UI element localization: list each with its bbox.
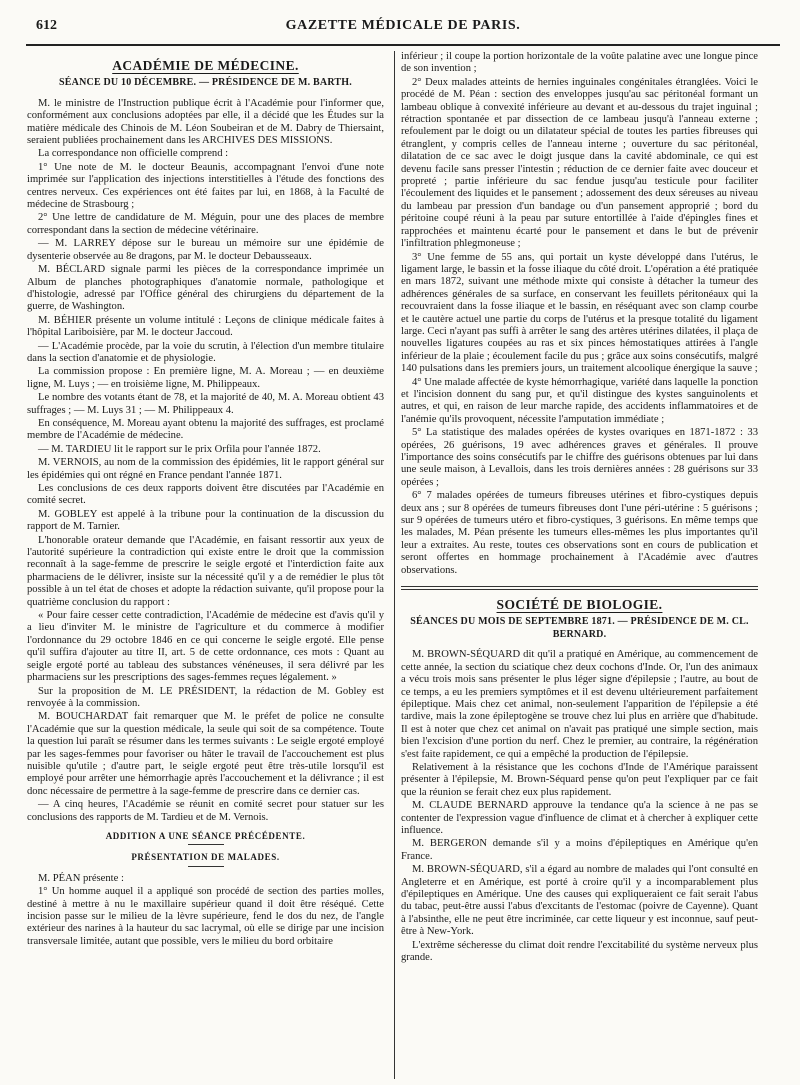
paragraph: inférieur ; il coupe la portion horizontale de la voûte palatine avec une longue pince de son invention ;: [401, 51, 758, 75]
left-column: [27, 51, 384, 1079]
paragraph: — A cinq heures, l'Académie se réunit en comité secret pour statuer sur les conclusions des rapports de M. Tardieu et de M. Vernois.: [27, 799, 384, 823]
paragraph: « Pour faire cesser cette contradiction, l'Académie de médecine est d'avis qu'il y a lieu d'inviter M. le ministre de l'agriculture et du commerce à modifier l'ordonnance du 29 octobre 1846 en ce qui concerne le seigle ergoté. Elle pense qu'il suffira d'ajouter au titre II, art. 5 de cette ordonnance, ces mots : Quant au seigle ergoté porté au tableau des substances vénéneuses, il sera délivré par les pharmaciens sur les prescriptions des sages-femmes reçues légalement. »: [27, 610, 384, 684]
section-separator: [401, 586, 758, 590]
short-rule: [188, 844, 224, 845]
paragraph: M. BÉCLARD signale parmi les pièces de la correspondance imprimée un Album de planches photographiques d'anatomie normale, pathologique et d'histologie, adressé par l'Office général des chirurgiens du département de la guerre, de Washington.: [27, 264, 384, 313]
paragraph: Relativement à la résistance que les cochons d'Inde de l'Amérique paraissent présenter à l'épilepsie, M. Brown-Séquard pense qu'on peut l'expliquer par ce fait que la réunion se ferait chez eux plus rapidement.: [401, 761, 758, 798]
paragraph: M. BÉHIER présente un volume intitulé : Leçons de clinique médicale faites à l'hôpital Lariboisière, par M. le docteur Jaccoud.: [27, 314, 384, 339]
page-header: [26, 8, 780, 40]
paragraph: M. PÉAN présente :: [38, 872, 124, 884]
page-number: 612: [36, 18, 57, 33]
short-rule: [188, 866, 224, 867]
section-title-academie: ACADÉMIE DE MÉDECINE.: [112, 58, 299, 73]
session-heading: SÉANCES DU MOIS DE SEPTEMBRE 1871. — PRÉSIDENCE DE M. CL. BERNARD.: [410, 616, 749, 640]
paragraph: M. BERGERON demande s'il y a moins d'épileptiques en Amérique qu'en France.: [401, 838, 758, 862]
paragraph: 3° Une femme de 55 ans, qui portait un kyste développé dans l'utérus, le ligament large, le bassin et la fosse iliaque du côté droit. L'opération a été pratiquée en mars 1872, suivant une méthode mixte qui consiste à détacher la tumeur des adhérences générales de sa surface, en conservant les feuillets péritonéaux qui la recouvraient dans la fosse iliaque et le bassin, en réséquant avec son clamp courbe et le cautère actuel une partie du corps de l'utérus et la presque totalité du ligament large. Ceci n'ayant pas suffi à arrêter le sang des artères utérines dilatées, il plaça de nouvelles ligatures coupées au ras et six pinces hémostatiques attirées à l'angle inférieur de la plaie ; écoulement facile du pus ; grâce aux soins consécutifs, malgré 140 pulsations dans les premiers jours, un traitement alcoolique énergique la sauve ;: [401, 251, 758, 375]
session-heading: SÉANCE DU 10 DÉCEMBRE. — PRÉSIDENCE DE M. BARTH.: [59, 77, 352, 89]
right-column: [401, 51, 758, 1079]
presentation-heading: PRÉSENTATION DE MALADES.: [131, 852, 280, 863]
paragraph: En conséquence, M. Moreau ayant obtenu la majorité des suffrages, est proclamé membre de l'Académie de médecine.: [27, 417, 384, 442]
header-rule: [26, 44, 780, 46]
paragraph: La commission propose : En première ligne, M. A. Moreau ; — en deuxième ligne, M. Luys ; — en troisième ligne, M. Philippeaux.: [27, 366, 384, 390]
paragraph: 1° Une note de M. le docteur Beaunis, accompagnant l'envoi d'une note imprimée sur l'application des injections interstitielles à l'étude des fonctions des centres nerveux. Ces expériences ont été faites par lui, en 1868, à la Faculté de médecine de Strasbourg ;: [27, 161, 384, 211]
addition-heading: ADDITION A UNE SÉANCE PRÉCÉDENTE.: [105, 830, 306, 841]
paragraph: — L'Académie procède, par la voie du scrutin, à l'élection d'un membre titulaire dans la section d'anatomie et de physiologie.: [27, 340, 384, 364]
paragraph: M. le ministre de l'Instruction publique écrit à l'Académie pour l'informer que, conformément aux conclusions adoptées par elle, il a décidé que les Études sur la matière médicale des Chinois de M. Léon Soubeiran et de M. Dabry de Thiersaint, seraient publiées prochainement dans les ARCHIVES DES MISSIONS.: [27, 97, 384, 147]
paragraph: M. BROWN-SÉQUARD, s'il a égard au nombre de malades qui l'ont consulté en Angleterre et en Amérique, est porté à croire qu'il y a incomparablement plus d'épileptiques en Amérique. Une des causes qui expliqueraient ce fait serait l'abus du tabac, peut-être aussi l'abus d'excitants de l'estomac (poivre de Cayenne). Quant à l'absinthe, elle ne peut être incriminée, car cette liqueur y est inconnue, sauf peut-être à New-York.: [401, 864, 758, 938]
paragraph: 1° Un homme auquel il a appliqué son procédé de section des parties molles, destiné à mettre à nu le maxillaire supérieur quand il doit être réséqué. Cette incision passe sur le milieu de la lèvre supérieure, fend le dos du nez, de l'angle extérieur des narines à la hauteur du sac lacrymal, où elle se dirige par une incision transversale limitée, autant que possible, vers le milieu du bord orbitaire: [27, 886, 384, 947]
paragraph: M. GOBLEY est appelé à la tribune pour la continuation de la discussion du rapport de M. Tarnier.: [27, 508, 384, 533]
paragraph: M. VERNOIS, au nom de la commission des épidémies, lit le rapport général sur les épidémies qui ont régné en France pendant l'année 1871.: [27, 457, 384, 481]
paragraph: — M. LARREY dépose sur le bureau un mémoire sur une épidémie de dysenterie observée au 8e dragons, par M. le docteur Debausseaux.: [27, 238, 384, 262]
section-title-biologie: SOCIÉTÉ DE BIOLOGIE.: [496, 597, 663, 613]
paragraph: L'extrême sécheresse du climat doit rendre l'excitabilité du système nerveux plus grande.: [401, 939, 758, 964]
paragraph: Les conclusions de ces deux rapports doivent être discutées par l'Académie en comité secret.: [27, 483, 384, 507]
journal-title: GAZETTE MÉDICALE DE PARIS.: [285, 18, 521, 33]
paragraph: 2° Une lettre de candidature de M. Méguin, pour une des places de membre correspondant dans la section de médecine vétérinaire.: [27, 212, 384, 236]
paragraph: Le nombre des votants étant de 78, et la majorité de 40, M. A. Moreau obtient 43 suffrages ; — M. Luys 31 ; — M. Philippeaux 4.: [27, 392, 384, 416]
paragraph: 6° 7 malades opérées de tumeurs fibreuses utérines et fibro-cystiques depuis deux ans ; sur 8 opérées de tumeurs fibreuses dont l'une péri-utérine : 5 guérisons ; sur 9 opérées de tumeurs utéro et fibro-cystiques, 3 guérisons. En même temps que les malades, M. Péan présente les tumeurs elles-mêmes les plus importantes qu'il leur a extraites. Au reste, toutes ces observations sont en cours de publication et seront offertes en hommage prochainement à l'Académie avec d'autres observations.: [401, 490, 758, 576]
paragraph: M. CLAUDE BERNARD approuve la tendance qu'a la science à ne pas se contenter de l'expression vague d'influence de climat et à chercher à expliquer cette influence.: [401, 800, 758, 836]
paragraph: — M. TARDIEU lit le rapport sur le prix Orfila pour l'année 1872.: [38, 443, 321, 455]
column-divider: [394, 51, 395, 1079]
paragraph: M. BOUCHARDAT fait remarquer que M. le préfet de police ne consulte l'Académie que sur la question médicale, la seule qui soit de sa compétence. Toute la question lui paraît se résumer dans les termes suivants : Le seigle ergoté employé par les sages-femmes pour favoriser ou hâter le travail de l'accouchement est plus nuisible qu'utile ; d'autre part, le seigle ergoté peut être très-utile lorsqu'il est employé pour arrêter une hémorrhagie après l'accouchement et la délivrance ; il est donc nécessaire de permettre à la sage-femme de prescrire dans ce dernier cas.: [27, 711, 384, 797]
paragraph: Sur la proposition de M. LE PRÉSIDENT, la rédaction de M. Gobley est renvoyée à la commission.: [27, 685, 384, 709]
paragraph: L'honorable orateur demande que l'Académie, en faisant ressortir aux yeux de l'autorité supérieure la contradiction qui existe entre le droit que la commission reconnaît à la sage-femme de prescrire le seigle ergoté et l'interdiction faite aux pharmaciens de le délivrer, insiste sur la nécessité qu'il y a de remédier le plus tôt possible à un tel état de choses et adopte la rédaction suivante, qu'il propose pour la quatrième conclusion du rapport :: [27, 534, 384, 608]
paragraph: M. BROWN-SÉQUARD dit qu'il a pratiqué en Amérique, au commencement de cette année, la section du sciatique chez deux cochons d'Inde. Or, l'un des animaux a vécu trois mois sans présenter le plus léger signe d'épilepsie ; l'autre, au bout de ce temps, a eu les premiers symptômes et il est devenu ultérieurement parfaitement épileptique. Mais chez cet animal, non-seulement l'apparition de l'épilepsie a été tardive, mais la zone épileptogène se trouve chez lui plus en arrière que d'habitude. Il est à noter que chez cet animal on n'avait pas pratiqué une simple section, mais bien l'excision d'une portion du nerf. Chez le premier, au contraire, la régénération s'est faite rapidement, ce qui a empêché la production de l'épilepsie.: [401, 649, 758, 760]
paragraph: 2° Deux malades atteints de hernies inguinales congénitales étranglées. Voici le procédé de M. Péan : section des enveloppes jusqu'au sac péritonéal formant un lambeau oblique à convexité inférieure au devant et au-dessous du trajet inguinal ; rétraction spontanée et par dissection de ce lambeau jusqu'à l'anneau externe ; refoulement par le doigt ou un dilatateur spécial de toutes les parties fibreuses qui étranglent, y compris celles de l'anneau interne ; ouverture du sac péritonéal, dilatation de ce sac avec le doigt jusque dans la cavité abdominale, ce qui est devenu facile sans presser l'intestin ; réduction de ce dernier faite avec douceur et propreté ; partie inférieure du sac fendue jusqu'au testicule pour faciliter l'écoulement des liquides et le pansement ; adossement des deux séreuses au niveau du lambeau par pression d'un bandage ou d'un pansement approprié ; bord du péritoine coupé réuni à la peau par suture entortillée à l'aide d'épingles fines et rapprochées et maintenu écarté pour le pansement et dans le but de prévenir l'infiltration phlegmoneuse ;: [401, 76, 758, 250]
paragraph: 4° Une malade affectée de kyste hémorrhagique, variété dans laquelle la ponction et l'incision donnent du sang pur, et qu'il distingue des kystes sanguinolents et autres, et qui, en raison de leur marche rapide, des accidents inflammatoires et de l'anémie qu'ils provoquent, nécessite l'amputation immédiate ;: [401, 376, 758, 425]
paragraph: 5° La statistique des malades opérées de kystes ovariques en 1871-1872 : 33 opérées, 26 guérisons, 19 avec adhérences graves et générales. Il prouve l'importance des soins consécutifs par le chiffre des guérisons obtenues par lui dans une seule maison, à Levallois, dans les trois dernières années : 28 guérisons sur 33 opérées ;: [401, 427, 758, 488]
paragraph: La correspondance non officielle comprend :: [38, 148, 229, 160]
